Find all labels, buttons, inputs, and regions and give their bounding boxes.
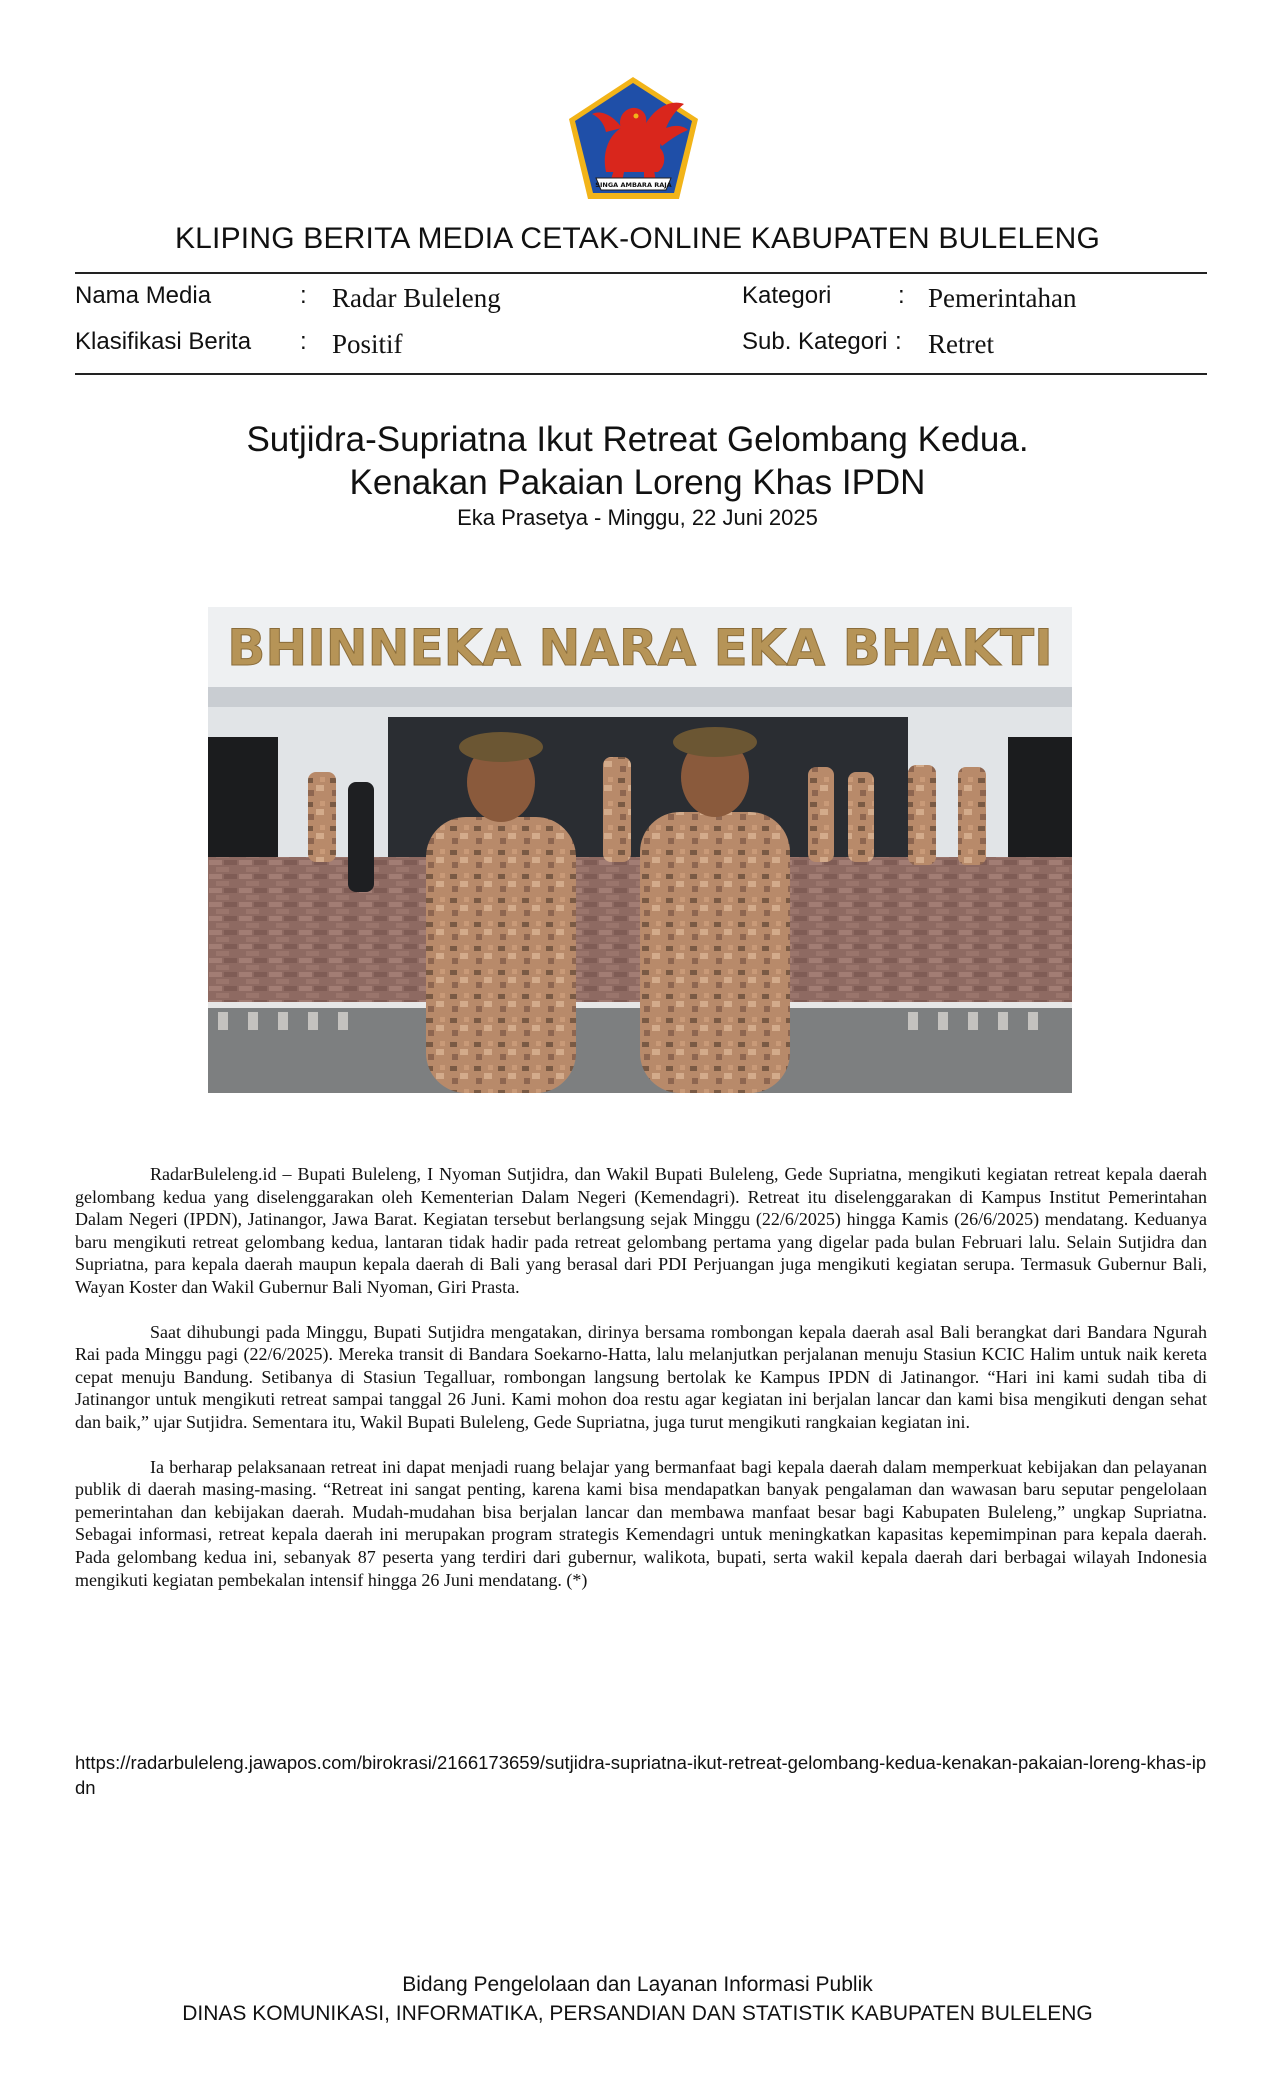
article-paragraph-1: RadarBuleleng.id – Bupati Buleleng, I Nyoman Sutjidra, dan Wakil Bupati Buleleng, Gede Supriatna, mengikuti kegiatan retreat kepala daerah gelombang kedua yang diselenggarakan oleh Kementerian Dalam Negeri (Kemendagri). Retreat itu diselenggarakan di Kampus Institut Pemerintahan Dalam Negeri (IPDN), Jatinangor, Jawa Barat. Kegiatan tersebut berlangsung sejak Minggu (22/6/2025) hingga Kamis (26/6/2025) mendatang. Keduanya baru mengikuti retreat gelombang kedua, lantaran tidak hadir pada retreat gelombang pertama yang digelar pada bulan Februari lalu. Selain Sutjidra dan Supriatna, para kepala daerah maupun kepala daerah di Bali yang berasal dari PDI Perjuangan juga mengikuti kegiatan serupa. Termasuk Gubernur Bali, Wayan Koster dan Wakil Gubernur Bali Nyoman, Giri Prasta. [75,1164,1207,1297]
media-label: Nama Media [75,282,212,309]
article-paragraph-2: Saat dihubungi pada Minggu, Bupati Sutjidra mengatakan, dirinya bersama rombongan kepala daerah asal Bali berangkat dari Bandara Ngurah Rai pada Minggu pagi (22/6/2025). Mereka transit di Bandara Soekarno-Hatta, lalu melanjutkan perjalanan menuju Stasiun KCIC Halim untuk naik kereta cepat menuju Bandung. Setibanya di Stasiun Tegalluar, rombongan langsung bertolak ke Kampus IPDN di Jatinangor. “Hari ini kami sudah tiba di Jatinangor untuk mengikuti retreat sampai tanggal 26 Juni. Kami mohon doa restu agar kegiatan ini berjalan lancar dan kami bisa mengikuti dengan sehat dan baik,” ujar Sutjidra. Sementara itu, Wakil Bupati Buleleng, Gede Supriatna, juga turut mengikuti rangkaian kegiatan ini. [75,1321,1207,1432]
kategori-label: Kategori [742,282,832,309]
byline: Eka Prasetya - Minggu, 22 Juni 2025 [457,505,818,530]
subkategori-colon: : [895,328,902,355]
subkategori-label: Sub. Kategori [742,328,888,355]
article-photo-image [208,607,1072,1093]
bottom-divider [75,373,1207,375]
klasifikasi-label: Klasifikasi Berita [75,328,252,355]
photo-banner-text: BHINNEKA NARA EKA BHAKTI [227,619,1053,677]
klasifikasi-colon: : [300,328,307,355]
headline-line-1: Sutjidra-Supriatna Ikut Retreat Gelombang Kedua. [246,420,1029,459]
article-paragraph-3: Ia berharap pelaksanaan retreat ini dapat menjadi ruang belajar yang bermanfaat bagi kepala daerah dalam memperkuat kebijakan dan pelayanan publik di daerah masing-masing. “Retreat ini sangat penting, karena kami bisa mendapatkan banyak pengalaman dan wawasan baru seputar pengelolaan pemerintahan dan kebijakan daerah. Mudah-mudahan bisa berjalan lancar dan membawa manfaat besar bagi Kabupaten Buleleng,” ungkap Supriatna. Sebagai informasi, retreat kepala daerah ini merupakan program strategis Kemendagri untuk meningkatkan kapasitas kepemimpinan para kepala daerah. Pada gelombang kedua ini, sebanyak 87 peserta yang terdiri dari gubernur, walikota, bupati, serta wakil kepala daerah dari berbagai wilayah Indonesia mengikuti kegiatan pembekalan intensif hingga 26 Juni mendatang. (*) [75,1456,1207,1590]
klasifikasi-value: Positif [332,329,403,359]
top-divider [75,272,1207,274]
document-title: KLIPING BERITA MEDIA CETAK-ONLINE KABUPATEN BULELENG [174,222,1101,255]
media-colon: : [300,282,307,309]
footer-line-2: DINAS KOMUNIKASI, INFORMATIKA, PERSANDIAN DAN STATISTIK KABUPATEN BULELENG [182,2002,1093,2025]
regency-logo [566,74,701,202]
footer-line-1: Bidang Pengelolaan dan Layanan Informasi Publik [402,1973,873,1996]
subkategori-value: Retret [928,329,994,359]
kategori-colon: : [898,282,905,309]
source-link[interactable]: https://radarbuleleng.jawapos.com/birokrasi/2166173659/sutjidra-supriatna-ikut-retreat-gelombang-kedua-kenakan-pakaian-loreng-khas-ipdn [75,1752,1207,1798]
logo-motto: SINGA AMBARA RAJA [595,181,672,189]
media-value: Radar Buleleng [332,283,501,313]
article-body [75,1163,1207,1613]
headline-line-2: Kenakan Pakaian Loreng Khas IPDN [349,463,926,502]
buleleng-crest-icon [566,74,701,202]
article-photo [208,607,1072,1093]
kategori-value: Pemerintahan [928,283,1077,313]
